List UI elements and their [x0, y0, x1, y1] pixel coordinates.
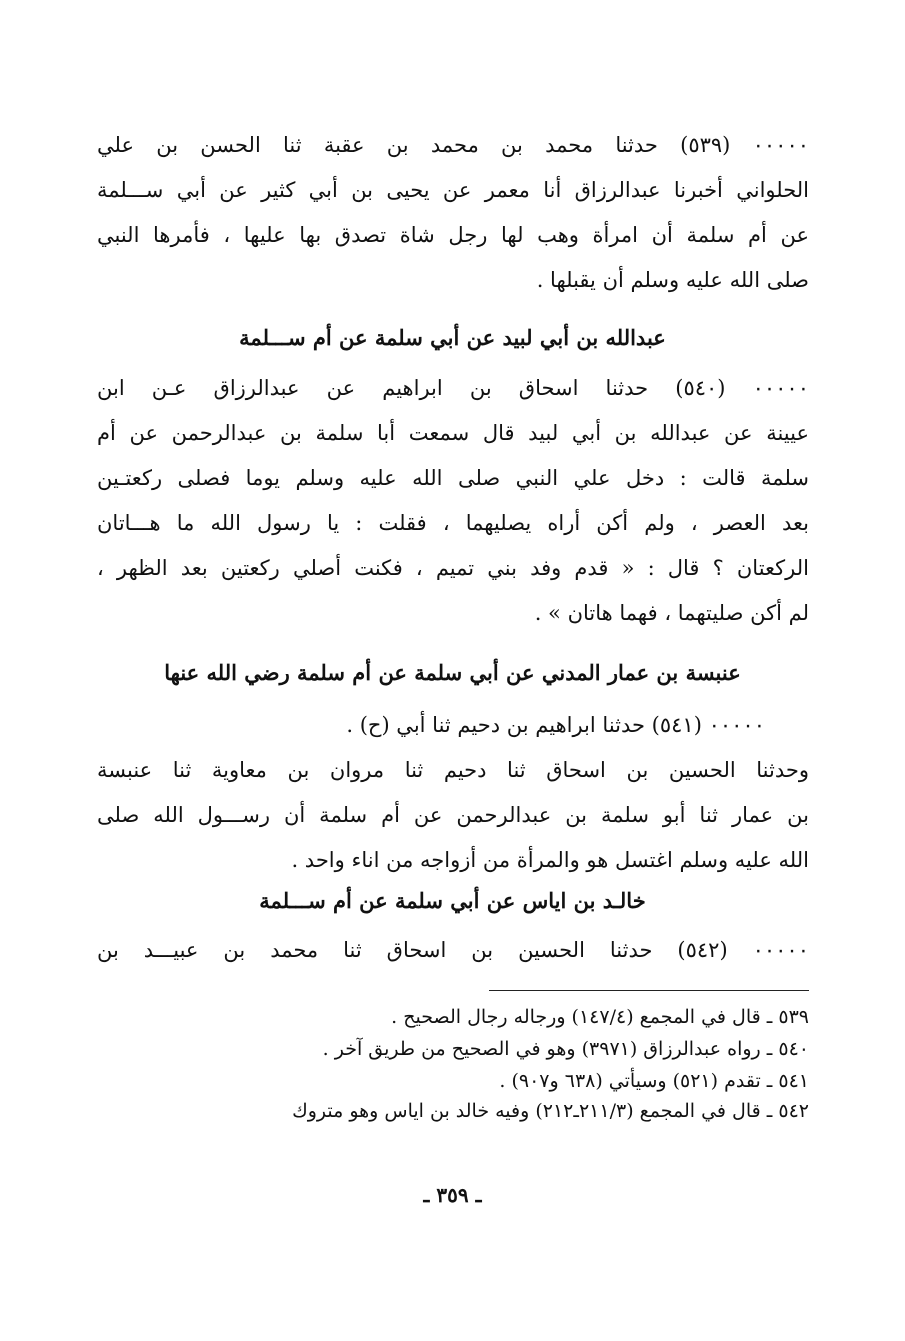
hadith-540-line-2: عيينة عن عبدالله بن أبي لبيد قال سمعت أبا سلمة بن عبدالرحمن عن أم: [97, 421, 809, 445]
hadith-540-line-5: الركعتان ؟ قال : « قدم وفد بني تميم ، فكنت أصلي ركعتين بعد الظهر ،: [97, 556, 809, 580]
hadith-539-line-2: الحلواني أخبرنا عبدالرزاق أنا معمر عن يحيى بن أبي كثير عن أبي ســـلمة: [97, 178, 809, 202]
footnote-separator: [489, 990, 809, 991]
hadith-540-line-3: سلمة قالت : دخل علي النبي صلى الله عليه وسلم يوما فصلى ركعتـين: [97, 466, 809, 490]
hadith-541-line-1: ٠٠٠٠٠ (٥٤١) حدثنا ابراهيم بن دحيم ثنا أبي (ح) .: [346, 713, 765, 737]
hadith-540-line-1: ٠٠٠٠٠ (٥٤٠) حدثنا اسحاق بن ابراهيم عن عبدالرزاق عـن ابن: [97, 376, 809, 400]
hadith-539-line-1: ٠٠٠٠٠ (٥٣٩) حدثنا محمد بن محمد بن عقبة ثنا الحسن بن علي: [97, 133, 809, 157]
hadith-539-line-4: صلى الله عليه وسلم أن يقبلها .: [536, 268, 809, 292]
hadith-541-line-3: بن عمار ثنا أبو سلمة بن عبدالرحمن عن أم سلمة أن رســـول الله صلى: [97, 803, 809, 827]
chapter-heading-1: عبدالله بن أبي لبيد عن أبي سلمة عن أم ســـلمة: [239, 325, 666, 350]
footnote-539: ٥٣٩ ـ قال في المجمع (١٤٧/٤) ورجاله رجال الصحيح .: [391, 1006, 809, 1028]
hadith-541-line-4: الله عليه وسلم اغتسل هو والمرأة من أزواجه من اناء واحد .: [291, 848, 809, 872]
footnote-541: ٥٤١ ـ تقدم (٥٢١) وسيأتي (٦٣٨ و٩٠٧) .: [499, 1070, 809, 1092]
chapter-heading-3: خالـد بن اياس عن أبي سلمة عن أم ســـلمة: [259, 888, 646, 913]
hadith-540-line-6: لم أكن صليتهما ، فهما هاتان » .: [534, 601, 809, 625]
chapter-heading-2: عنبسة بن عمار المدني عن أبي سلمة عن أم سلمة رضي الله عنها: [164, 660, 741, 685]
hadith-541-line-2: وحدثنا الحسين بن اسحاق ثنا دحيم ثنا مروان بن معاوية ثنا عنبسة: [97, 758, 809, 782]
hadith-540-line-4: بعد العصر ، ولم أكن أراه يصليهما ، فقلت : يا رسول الله ما هـــاتان: [97, 511, 809, 535]
page-number: ـ ٣٥٩ ـ: [423, 1183, 482, 1207]
footnote-542: ٥٤٢ ـ قال في المجمع (٢١١/٣ـ٢١٢) وفيه خالد بن اياس وهو متروك: [292, 1100, 809, 1122]
footnote-540: ٥٤٠ ـ رواه عبدالرزاق (٣٩٧١) وهو في الصحيح من طريق آخر .: [322, 1038, 809, 1060]
hadith-542-line-1: ٠٠٠٠٠ (٥٤٢) حدثنا الحسين بن اسحاق ثنا محمد بن عبيـــد بن: [97, 938, 809, 962]
hadith-539-line-3: عن أم سلمة أن امرأة وهب لها رجل شاة تصدق بها عليها ، فأمرها النبي: [97, 223, 809, 247]
